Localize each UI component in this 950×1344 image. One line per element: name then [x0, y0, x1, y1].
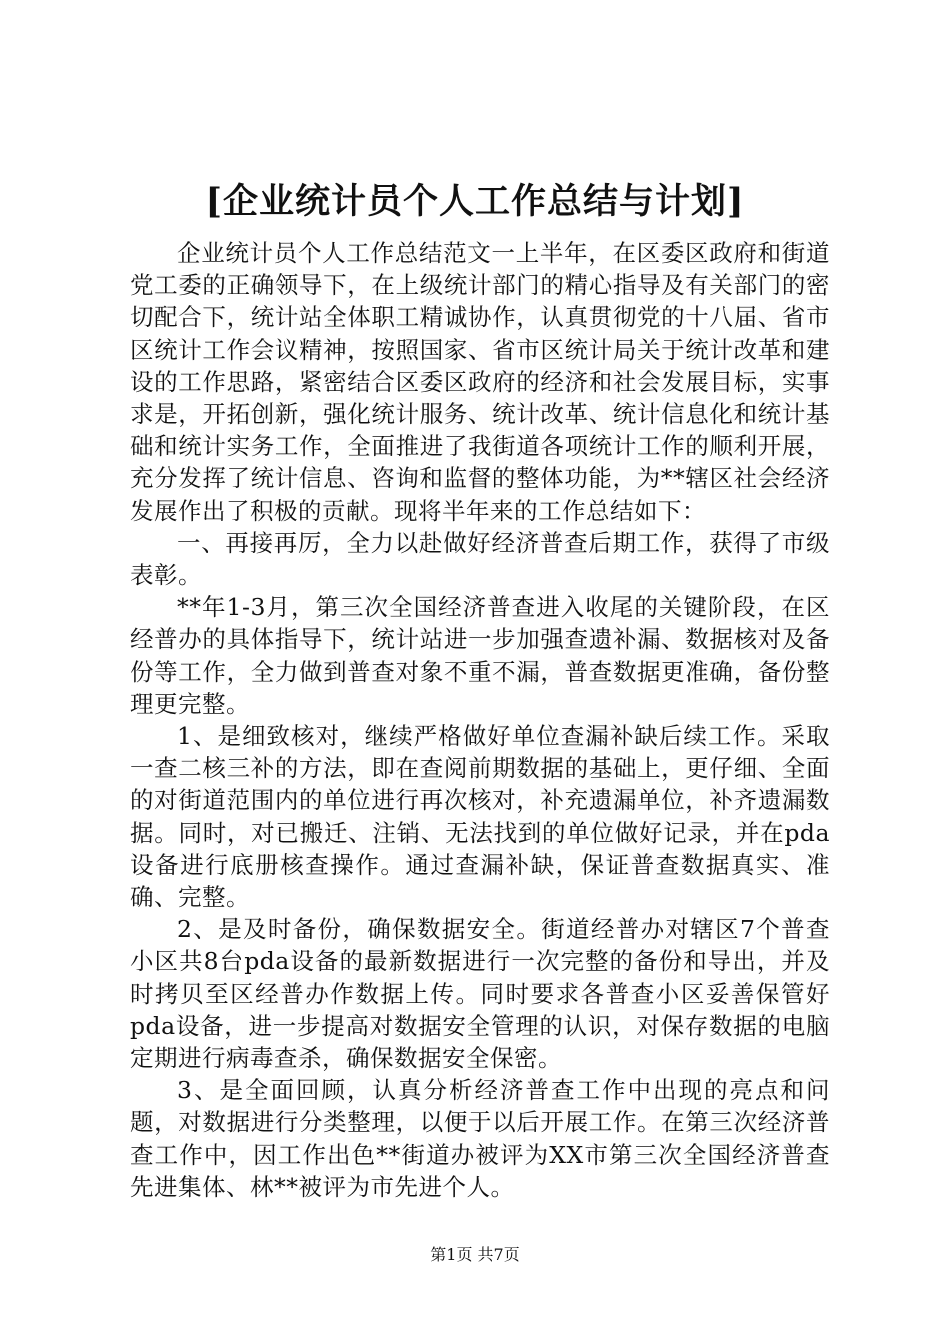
paragraph-item-3: 3、是全面回顾，认真分析经济普查工作中出现的亮点和问题，对数据进行分类整理，以便于以后开展工作。在第三次经济普查工作中，因工作出色**街道办被评为XX市第三次全国经济普查先进集体、林**被评为市先进个人。 — [130, 1076, 830, 1201]
paragraph-item-1: 1、是细致核对，继续严格做好单位查漏补缺后续工作。采取一查二核三补的方法，即在查阅前期数据的基础上，更仔细、全面的对街道范围内的单位进行再次核对，补充遗漏单位，补齐遗漏数据。同时，对已搬迁、注销、无法找到的单位做好记录，并在pda设备进行底册核查操作。通过查漏补缺，保证普查数据真实、准确、完整。 — [130, 722, 830, 912]
paragraph-overview: **年1-3月，第三次全国经济普查进入收尾的关键阶段，在区经普办的具体指导下，统计站进一步加强查遗补漏、数据核对及备份等工作，全力做到普查对象不重不漏，普查数据更准确，备份整理更完整。 — [130, 593, 830, 718]
paragraph-intro: 企业统计员个人工作总结范文一上半年，在区委区政府和街道党工委的正确领导下，在上级统计部门的精心指导及有关部门的密切配合下，统计站全体职工精诚协作，认真贯彻党的十八届、省市区统计工作会议精神，按照国家、省市区统计局关于统计改革和建设的工作思路，紧密结合区委区政府的经济和社会发展目标，实事求是，开拓创新，强化统计服务、统计改革、统计信息化和统计基础和统计实务工作，全面推进了我街道各项统计工作的顺利开展，充分发挥了统计信息、咨询和监督的整体功能，为**辖区社会经济发展作出了积极的贡献。现将半年来的工作总结如下： — [130, 239, 830, 525]
document-title: [企业统计员个人工作总结与计划] — [205, 181, 745, 222]
paragraph-section-heading: 一、再接再厉，全力以赴做好经济普查后期工作，获得了市级表彰。 — [130, 528, 830, 590]
paragraph-item-2: 2、是及时备份，确保数据安全。街道经普办对辖区7个普查小区共8台pda设备的最新数据进行一次完整的备份和导出，并及时拷贝至区经普办作数据上传。同时要求各普查小区妥善保管好pda设备，进一步提高对数据安全管理的认识，对保存数据的电脑定期进行病毒查杀，确保数据安全保密。 — [130, 915, 830, 1073]
page-indicator: 第1页 共7页 — [430, 1245, 520, 1264]
document-body — [130, 237, 830, 1203]
